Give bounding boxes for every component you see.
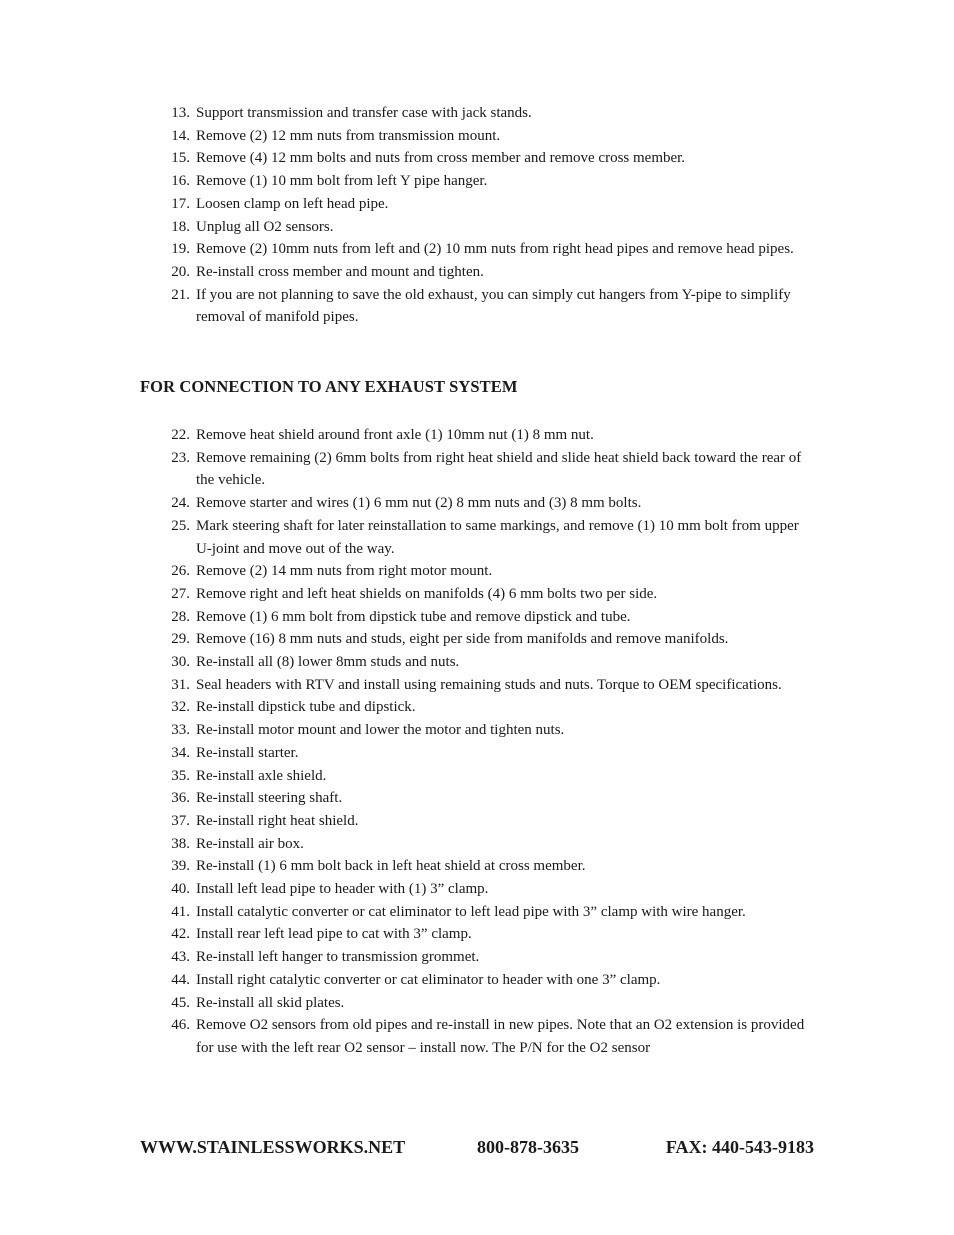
list-item-number: 20. bbox=[171, 263, 190, 280]
list-item bbox=[0, 855, 818, 878]
list-item-number: 33. bbox=[171, 722, 190, 739]
list-item-number: 23. bbox=[171, 449, 190, 466]
list-item-text: Re-install all (8) lower 8mm studs and nuts. bbox=[196, 654, 460, 671]
list-item bbox=[0, 515, 818, 560]
list-item bbox=[0, 719, 818, 742]
list-item bbox=[0, 742, 818, 765]
section-heading: FOR CONNECTION TO ANY EXHAUST SYSTEM bbox=[140, 377, 518, 396]
list-item-number: 44. bbox=[171, 971, 190, 988]
list-item bbox=[0, 170, 818, 193]
list-item bbox=[0, 216, 818, 239]
list-item bbox=[0, 923, 818, 946]
list-item-text: Re-install dipstick tube and dipstick. bbox=[196, 699, 416, 716]
list-item-number: 42. bbox=[171, 926, 190, 943]
list-item bbox=[0, 102, 818, 125]
list-item-text: Remove remaining (2) 6mm bolts from right heat shield and slide heat shield back toward the rear of the vehicle. bbox=[196, 449, 802, 489]
list-item bbox=[0, 833, 818, 856]
list-item-text: Install left lead pipe to header with (1) 3” clamp. bbox=[196, 881, 489, 898]
footer-phone: 800-878-3635 bbox=[477, 1137, 579, 1157]
list-item-text: Remove (2) 14 mm nuts from right motor mount. bbox=[196, 563, 493, 580]
instruction-list-bottom bbox=[0, 424, 954, 1060]
list-item-number: 30. bbox=[171, 654, 190, 671]
list-item bbox=[0, 628, 818, 651]
list-item bbox=[0, 261, 818, 284]
list-item-text: Re-install steering shaft. bbox=[196, 790, 343, 807]
list-item-number: 27. bbox=[171, 585, 190, 602]
list-item-text: Install catalytic converter or cat eliminator to left lead pipe with 3” clamp with wire hanger. bbox=[196, 903, 746, 920]
list-item-number: 26. bbox=[171, 563, 190, 580]
list-item-number: 21. bbox=[171, 286, 190, 303]
list-item-number: 18. bbox=[171, 218, 190, 235]
list-item bbox=[0, 284, 818, 329]
list-item-number: 24. bbox=[171, 495, 190, 512]
list-item-number: 16. bbox=[171, 173, 190, 190]
footer-fax: FAX: 440-543-9183 bbox=[665, 1137, 814, 1157]
list-item-number: 37. bbox=[171, 812, 190, 829]
list-item bbox=[0, 147, 818, 170]
list-item-text: Loosen clamp on left head pipe. bbox=[196, 195, 389, 212]
list-item-text: Install rear left lead pipe to cat with 3” clamp. bbox=[196, 926, 472, 943]
list-item bbox=[0, 674, 818, 697]
list-item-text: Remove (2) 10mm nuts from left and (2) 10 mm nuts from right head pipes and remove head pipes. bbox=[196, 241, 794, 258]
list-item-number: 39. bbox=[171, 858, 190, 875]
list-item-text: Remove (1) 6 mm bolt from dipstick tube and remove dipstick and tube. bbox=[196, 608, 631, 625]
list-item-text: Seal headers with RTV and install using remaining studs and nuts. Torque to OEM specifications. bbox=[196, 676, 782, 693]
list-item-text: Re-install all skid plates. bbox=[196, 994, 345, 1011]
list-item-number: 19. bbox=[171, 241, 190, 258]
list-item bbox=[0, 878, 818, 901]
list-item bbox=[0, 765, 818, 788]
list-item bbox=[0, 651, 818, 674]
list-item-text: Re-install axle shield. bbox=[196, 767, 327, 784]
list-item-text: Remove heat shield around front axle (1) 10mm nut (1) 8 mm nut. bbox=[196, 427, 594, 443]
list-item-number: 45. bbox=[171, 994, 190, 1011]
list-item bbox=[0, 447, 818, 492]
list-item-text: Re-install (1) 6 mm bolt back in left heat shield at cross member. bbox=[196, 858, 586, 875]
list-item bbox=[0, 969, 818, 992]
list-item bbox=[0, 946, 818, 969]
list-item bbox=[0, 424, 818, 447]
list-item-text: Re-install right heat shield. bbox=[196, 812, 359, 829]
list-item-number: 32. bbox=[171, 699, 190, 716]
list-item-text: Remove (16) 8 mm nuts and studs, eight per side from manifolds and remove manifolds. bbox=[196, 631, 729, 648]
list-item-number: 17. bbox=[171, 195, 190, 212]
footer-website: WWW.STAINLESSWORKS.NET bbox=[140, 1137, 406, 1157]
list-item-text: Remove right and left heat shields on manifolds (4) 6 mm bolts two per side. bbox=[196, 585, 658, 602]
list-item bbox=[0, 1014, 818, 1059]
list-item-number: 31. bbox=[171, 676, 190, 693]
list-item-text: Remove starter and wires (1) 6 mm nut (2) 8 mm nuts and (3) 8 mm bolts. bbox=[196, 495, 642, 512]
list-item bbox=[0, 560, 818, 583]
instruction-list-top bbox=[0, 102, 954, 329]
list-item bbox=[0, 125, 818, 148]
list-item-number: 38. bbox=[171, 835, 190, 852]
list-item-text: Support transmission and transfer case with jack stands. bbox=[196, 105, 532, 121]
list-item bbox=[0, 492, 818, 515]
list-item-text: If you are not planning to save the old exhaust, you can simply cut hangers from Y-pipe to simplify removal of manifold pipes. bbox=[196, 286, 791, 326]
list-item-text: Remove (1) 10 mm bolt from left Y pipe hanger. bbox=[196, 173, 488, 190]
list-item-number: 15. bbox=[171, 150, 190, 167]
list-item-number: 25. bbox=[171, 517, 190, 534]
list-item-text: Mark steering shaft for later reinstallation to same markings, and remove (1) 10 mm bolt from upper U-joint and move out of the way. bbox=[196, 517, 799, 557]
list-item-number: 29. bbox=[171, 631, 190, 648]
list-item-text: Remove (2) 12 mm nuts from transmission mount. bbox=[196, 127, 501, 144]
list-item-text: Re-install air box. bbox=[196, 835, 304, 852]
footer-contact bbox=[140, 1137, 814, 1163]
list-item-number: 34. bbox=[171, 744, 190, 761]
list-item-text: Remove (4) 12 mm bolts and nuts from cross member and remove cross member. bbox=[196, 150, 686, 167]
list-item-text: Re-install left hanger to transmission grommet. bbox=[196, 949, 480, 966]
list-item-text: Re-install motor mount and lower the motor and tighten nuts. bbox=[196, 722, 565, 739]
list-item bbox=[0, 810, 818, 833]
list-item-number: 13. bbox=[171, 105, 190, 121]
list-item bbox=[0, 992, 818, 1015]
list-item-number: 28. bbox=[171, 608, 190, 625]
list-item-number: 35. bbox=[171, 767, 190, 784]
list-item-text: Re-install cross member and mount and tighten. bbox=[196, 263, 484, 280]
list-item-number: 46. bbox=[171, 1017, 190, 1034]
list-item-number: 14. bbox=[171, 127, 190, 144]
list-item-text: Remove O2 sensors from old pipes and re-install in new pipes. Note that an O2 extension is provided for use with the left rear O2 sensor – install now. The P/N for the O2 sensor bbox=[196, 1017, 805, 1056]
list-item bbox=[0, 606, 818, 629]
list-item-number: 36. bbox=[171, 790, 190, 807]
list-item bbox=[0, 787, 818, 810]
list-item-text: Install right catalytic converter or cat eliminator to header with one 3” clamp. bbox=[196, 971, 661, 988]
list-item bbox=[0, 696, 818, 719]
list-item-text: Re-install starter. bbox=[196, 744, 299, 761]
list-item-number: 40. bbox=[171, 881, 190, 898]
list-item bbox=[0, 901, 818, 924]
list-item-number: 43. bbox=[171, 949, 190, 966]
list-item bbox=[0, 193, 818, 216]
list-item bbox=[0, 583, 818, 606]
list-item bbox=[0, 238, 818, 261]
list-item-text: Unplug all O2 sensors. bbox=[196, 218, 334, 235]
list-item-number: 22. bbox=[171, 427, 190, 443]
list-item-number: 41. bbox=[171, 903, 190, 920]
